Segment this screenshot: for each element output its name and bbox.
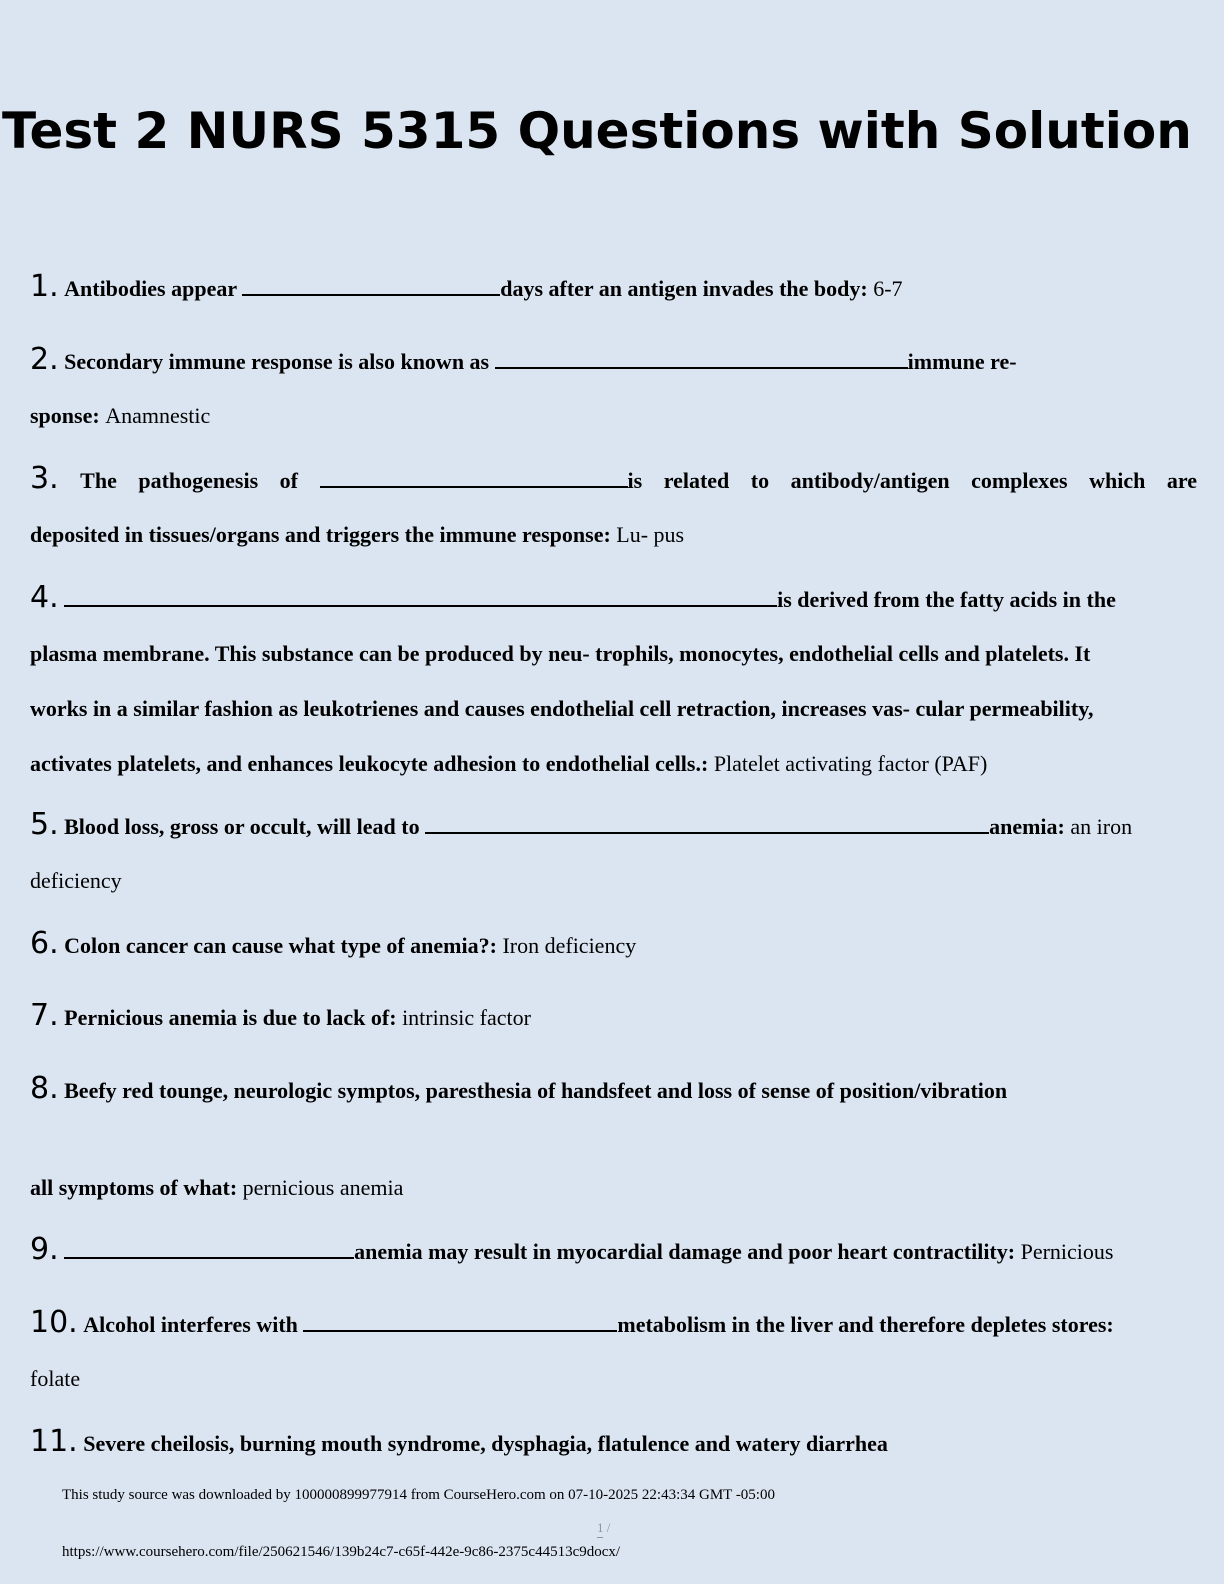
answer-text: Anamnestic	[105, 403, 211, 428]
question-text: Beefy red tounge, neurologic symptos, paresthesia of handsfeet and loss of sense of position/vibration	[64, 1078, 1008, 1103]
question-text: Colon cancer can cause what type of anemia?:	[64, 933, 503, 958]
question-text: all symptoms of what:	[30, 1175, 243, 1200]
question-text: Alcohol interferes with	[83, 1312, 304, 1337]
question-text: plasma membrane. This substance can be produced by neu- trophils, monocytes, endothelial cells and platelets. It	[30, 641, 1091, 666]
question-text: Secondary immune response is also known as	[64, 349, 495, 374]
question-text: days after an antigen invades the body:	[500, 276, 874, 301]
answer-blank	[64, 1235, 354, 1259]
question-line	[30, 1414, 1197, 1470]
question-line	[30, 388, 1197, 444]
answer-text: Iron deficiency	[502, 933, 637, 958]
answer-blank	[320, 464, 628, 488]
question-line	[30, 736, 1197, 791]
question-line	[30, 451, 1197, 507]
question-line	[30, 1160, 1197, 1216]
question-number: 10.	[30, 1305, 78, 1340]
question-line	[30, 797, 1197, 853]
question-number: 9.	[30, 1232, 59, 1267]
answer-blank	[425, 810, 989, 834]
download-notice: This study source was downloaded by 100000899977914 from CourseHero.com on 07-10-2025 22:43:34 GMT -05:00	[62, 1487, 775, 1503]
question-text: immune re-	[907, 349, 1017, 374]
question-10	[30, 1295, 1197, 1407]
page-title: Test 2 NURS 5315 Questions with Solution	[2, 102, 1192, 160]
answer-text: Lu- pus	[616, 522, 685, 547]
question-number: 5.	[30, 807, 59, 842]
answer-blank	[495, 345, 908, 369]
question-line	[30, 681, 1197, 736]
question-text: anemia may result in myocardial damage and poor heart contractility:	[354, 1239, 1021, 1264]
answer-blank	[242, 272, 500, 296]
question-text: sponse:	[30, 403, 106, 428]
question-text: Severe cheilosis, burning mouth syndrome, dysphagia, flatulence and watery diarrhea	[83, 1431, 888, 1456]
question-line	[30, 1222, 1197, 1278]
question-number: 3.	[30, 461, 59, 496]
question-text: Pernicious anemia is due to lack of:	[64, 1005, 403, 1030]
answer-text: pernicious anemia	[242, 1175, 404, 1200]
question-number: 11.	[30, 1424, 78, 1459]
question-text: metabolism in the liver and therefore depletes stores:	[617, 1312, 1114, 1337]
question-line	[30, 1351, 1197, 1407]
question-line	[30, 916, 1197, 972]
question-line	[30, 988, 1197, 1044]
answer-text: folate	[30, 1366, 81, 1391]
page-number-text: 1 /	[597, 1520, 611, 1535]
question-number: 8.	[30, 1071, 59, 1106]
page-number-underline	[597, 1537, 603, 1538]
answer-text: 6-7	[873, 276, 903, 301]
question-text: Blood loss, gross or occult, will lead to	[64, 814, 426, 839]
question-4	[30, 570, 1197, 791]
answer-text: intrinsic factor	[402, 1005, 531, 1030]
question-3	[30, 451, 1197, 563]
question-line	[30, 507, 1197, 563]
question-7	[30, 988, 1197, 1044]
question-8	[30, 1061, 1197, 1216]
question-1	[30, 259, 1197, 315]
question-text: The pathogenesis of	[80, 468, 320, 493]
answer-blank	[64, 583, 777, 607]
question-line	[30, 626, 1197, 681]
answer-text: an iron	[1070, 814, 1133, 839]
question-line	[30, 1295, 1197, 1351]
question-11	[30, 1414, 1197, 1470]
source-url[interactable]: https://www.coursehero.com/file/250621546/139b24c7-c65f-442e-9c86-2375c44513c9docx/	[62, 1544, 621, 1560]
question-6	[30, 916, 1197, 972]
question-text: is derived from the fatty acids in the	[777, 587, 1116, 612]
question-number: 1.	[30, 269, 59, 304]
question-5	[30, 797, 1197, 909]
question-number: 6.	[30, 926, 59, 961]
question-9	[30, 1222, 1197, 1278]
question-number: 7.	[30, 998, 59, 1033]
question-text: anemia:	[989, 814, 1071, 839]
page-number	[597, 1520, 610, 1538]
answer-text: Pernicious	[1020, 1239, 1114, 1264]
question-line	[30, 1061, 1197, 1117]
question-text: is related to antibody/antigen complexes which are	[627, 468, 1198, 493]
question-number: 4.	[30, 580, 59, 615]
answer-text: deficiency	[30, 868, 122, 893]
answer-blank	[303, 1308, 617, 1332]
question-line	[30, 332, 1197, 388]
question-line	[30, 853, 1197, 909]
question-line	[30, 259, 1197, 315]
question-number: 2.	[30, 342, 59, 377]
question-text: Antibodies appear	[64, 276, 243, 301]
question-text: deposited in tissues/organs and triggers the immune response:	[30, 522, 617, 547]
answer-text: Platelet activating factor (PAF)	[713, 751, 988, 776]
question-text: activates platelets, and enhances leukocyte adhesion to endothelial cells.:	[30, 751, 714, 776]
question-2	[30, 332, 1197, 444]
question-line	[30, 570, 1197, 626]
question-text: works in a similar fashion as leukotrienes and causes endothelial cell retraction, increases vas- cular permeability,	[30, 696, 1094, 721]
